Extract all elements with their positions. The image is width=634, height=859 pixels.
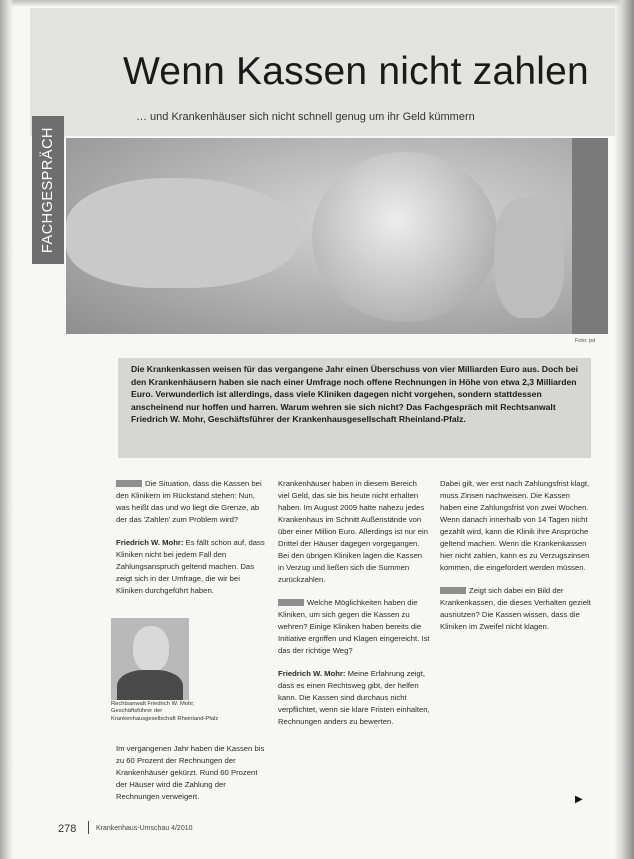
- question-paragraph: Die Situation, dass die Kassen bei den Klinikern im Rückstand stehen: Nun, was heißt das und wo liegt die Grenze, ab der das 'Zahlen' zum Problem wird?: [116, 479, 262, 524]
- bowl-shape: [312, 152, 498, 322]
- page-number: 278: [58, 823, 77, 835]
- continue-arrow-icon: ▶: [575, 794, 583, 805]
- portrait-head: [133, 626, 169, 672]
- column-1-lower: Im vergangenen Jahr haben die Kassen bis zu 60 Prozent der Rechnungen der Krankenhäuser gekürzt. Rund 60 Prozent der Häuser wird die Zahlung der Rechnungen verweigert.: [116, 744, 265, 801]
- lead-paragraph: Die Krankenkassen weisen für das vergangene Jahr einen Überschuss von vier Milliarden Euro aus. Doch bei den Krankenhäusern haben sie nach einer Umfrage noch offene Rechnungen in Höhe von etwa 2,3 Milliarden Euro. Verwunderlich ist allerdings, dass viele Kliniken dagegen nicht vorgehen, sondern stattdessen anscheinend nur hoffen und harren. Warum wehren sie sich nicht? Das Fachgespräch mit Rechtsanwalt Friedrich W. Mohr, Geschäftsführer der Krankenhausgesellschaft Rheinland-Pfalz.: [131, 364, 579, 424]
- question-marker: [278, 599, 304, 606]
- speaker-name: Friedrich W. Mohr:: [278, 669, 346, 678]
- answer-paragraph: Friedrich W. Mohr: Meine Erfahrung zeigt, dass es einen Rechtsweg gibt, der helfen kann. Die Kassen sind durchaus nicht verpflichtet, wenn sie klare Fristen einhalten, Rechnungen anders zu bewerten.: [278, 669, 430, 726]
- column-1: [116, 478, 268, 608]
- hand-shape: [66, 178, 301, 288]
- photo-shadow: [572, 138, 608, 334]
- scan-edge-right: [614, 0, 634, 859]
- column-3: [440, 478, 592, 644]
- photo-credit: Foto: pd: [575, 338, 596, 344]
- answer-paragraph: Dabei gilt, wer erst nach Zahlungsfrist klagt, muss Zinsen nachweisen. Die Kassen haben eine Zahlungsfrist von zwei Wochen. Wenn danach innerhalb von 14 Tagen nicht gezahlt wird, kann die Klinik ihre Ansprüche geltend machen. Wenn die Krankenkassen hier nicht zahlen, kann es zu Verzugszinsen kommen, die eingefordert werden müssen.: [440, 479, 590, 572]
- speaker-name: Friedrich W. Mohr:: [116, 538, 184, 547]
- section-tab: [32, 116, 64, 264]
- scan-edge-top: [0, 0, 634, 6]
- answer-paragraph: Krankenhäuser haben in diesem Bereich viel Geld, das sie bis heute nicht erhalten haben. Im August 2009 hatte nahezu jedes Krankenhaus im Schnitt Außenstände von über einer Million Euro. Allerdings ist nur ein Drittel der Häuser dagegen vorgegangen. Bei den übrigen Kliniken lagen die Kassen in Verzug und ließen sich die Summen zurückzahlen.: [278, 479, 428, 584]
- fist-shape: [494, 198, 564, 318]
- question-paragraph: Zeigt sich dabei ein Bild der Krankenkassen, die dieses Verhalten gezielt ausnutzen? Die Kassen wissen, dass die Kliniken im Zweifel nicht klagen.: [440, 586, 591, 631]
- question-marker: [440, 587, 466, 594]
- question-marker: [116, 480, 142, 487]
- hero-photo: [66, 138, 608, 334]
- column-2: [278, 478, 430, 739]
- portrait-photo: [111, 618, 189, 700]
- article-subtitle: … und Krankenhäuser sich nicht schnell genug um ihr Geld kümmern: [136, 111, 475, 123]
- portrait-body: [117, 670, 183, 700]
- section-label: FACHGESPRÄCH: [40, 126, 56, 254]
- answer-paragraph: Friedrich W. Mohr: Es fällt schon auf, dass Kliniken nicht bei jedem Fall den Zahlungsanspruch geltend machen. Das zeigt sich in der Umfrage, die wir bei Kliniken durchgeführt haben.: [116, 538, 265, 595]
- publication-name: Krankenhaus-Umschau 4/2010: [96, 825, 193, 832]
- footer-divider: [88, 821, 89, 834]
- article-title: Wenn Kassen nicht zahlen: [123, 50, 589, 93]
- question-paragraph: Welche Möglichkeiten haben die Kliniken, um sich gegen die Kassen zu wehren? Einige Kliniken haben bereits die Initiative ergriffen und Klagen eingereicht. Ist das der richtige Weg?: [278, 598, 430, 655]
- scan-edge-left: [0, 0, 14, 859]
- portrait-caption: Rechtsanwalt Friedrich W. Mohr, Geschäftsführer der Krankenhausgesellschaft Rheinland-Pfalz: [111, 701, 219, 722]
